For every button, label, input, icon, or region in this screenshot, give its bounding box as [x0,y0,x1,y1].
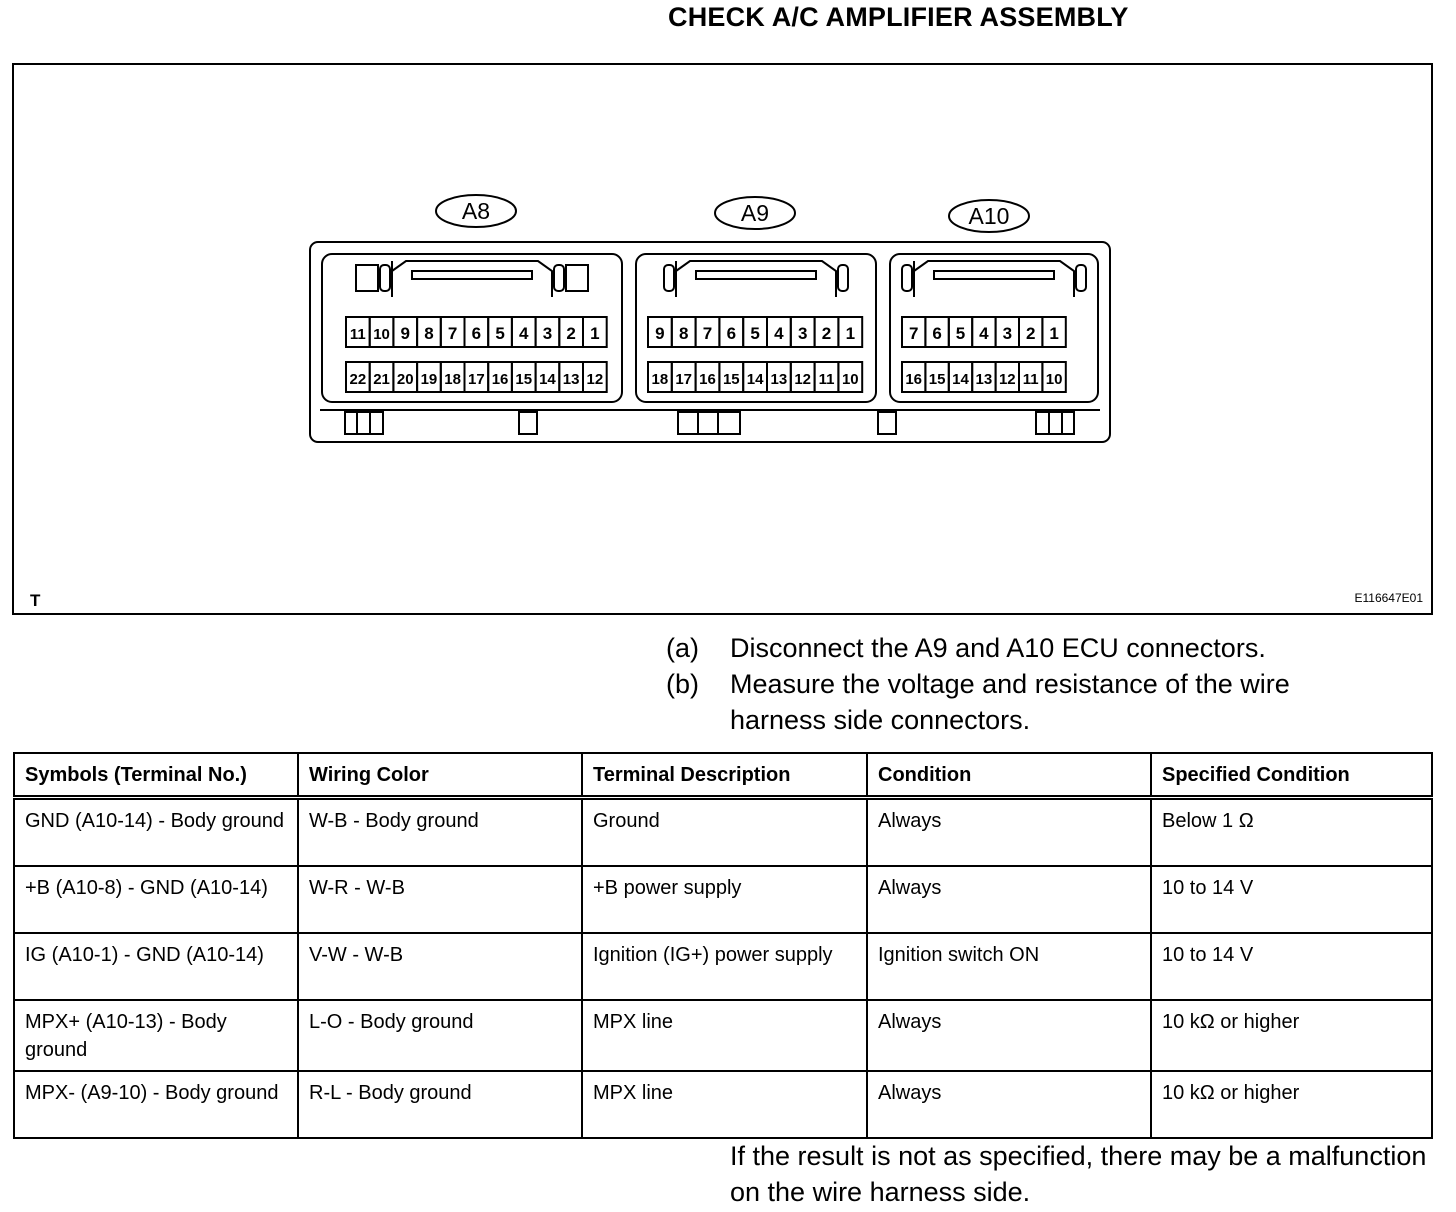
step-b [666,666,1390,738]
terminal-number: 14 [539,371,556,388]
header-symbols: Symbols (Terminal No.) [14,753,298,798]
cell-condition: Always [867,866,1151,933]
connector-label: A9 [740,200,770,226]
table-row [14,1000,1432,1071]
result-note: If the result is not as specified, there may be a malfunction on the wire harness side. [730,1141,1427,1207]
page-title: CHECK A/C AMPLIFIER ASSEMBLY [668,2,1129,32]
terminal-number: 5 [495,324,505,343]
cell-wiring-color: V-W - W-B [298,933,582,1000]
terminal-number: 7 [702,324,713,343]
connector-a8 [322,195,622,402]
cell-specified-condition: 10 kΩ or higher [1151,1000,1432,1071]
connector-latch [914,261,1074,297]
terminal-number: 7 [908,324,919,343]
terminal-number: 3 [797,324,808,343]
cell-symbols: +B (A10-8) - GND (A10-14) [14,866,298,933]
terminal-number: 6 [471,324,482,343]
cell-terminal-description: Ignition (IG+) power supply [582,933,867,1000]
procedure-steps [666,630,1390,738]
terminal-number: 16 [699,371,716,388]
terminal-number: 11 [1022,371,1039,388]
terminal-number: 8 [424,324,434,343]
terminal-number: 14 [952,371,969,388]
terminal-number: 3 [542,324,553,343]
terminal-number: 10 [841,371,859,388]
cell-wiring-color: R-L - Body ground [298,1071,582,1138]
connector-a9 [636,197,876,402]
terminal-number: 16 [491,371,509,388]
cell-condition: Always [867,798,1151,867]
terminal-number: 6 [932,324,942,343]
terminal-number: 5 [750,324,760,343]
step-label: (b) [666,669,699,699]
terminal-number: 1 [590,324,600,343]
cell-wiring-color: W-R - W-B [298,866,582,933]
terminal-number: 10 [373,326,390,343]
terminal-number: 8 [678,324,689,343]
terminal-number: 1 [1049,324,1059,343]
terminal-number: 18 [651,371,669,388]
cell-condition: Always [867,1071,1151,1138]
terminal-number: 15 [928,371,946,388]
latch-slot [1076,265,1086,291]
connector-label: A10 [968,203,1010,229]
table-row [14,1071,1432,1138]
terminal-number: 2 [566,324,576,343]
connector-figure [12,63,1433,615]
table-row [14,866,1432,933]
terminal-number: 16 [905,371,923,388]
connector-label: A8 [461,198,491,224]
terminal-number: 12 [998,371,1016,388]
terminal-number: 10 [1045,371,1063,388]
terminal-number: 19 [420,371,438,388]
terminal-number: 3 [1002,324,1013,343]
terminal-number: 11 [818,371,835,388]
cell-specified-condition: 10 to 14 V [1151,866,1432,933]
header-wiring-color: Wiring Color [298,753,582,798]
terminal-number: 17 [468,371,485,388]
connector-a10 [890,200,1098,402]
cell-terminal-description: MPX line [582,1071,867,1138]
header-specified-condition: Specified Condition [1151,753,1432,798]
key-slot [356,265,378,291]
terminal-number: 4 [979,324,989,343]
terminal-number: 15 [515,371,533,388]
step-text: Measure the voltage and resistance of the wire harness side connectors. [730,669,1290,735]
terminal-number: 18 [444,371,461,388]
terminal-number: 13 [975,371,993,388]
cell-specified-condition: 10 to 14 V [1151,933,1432,1000]
latch-slot [380,265,390,291]
terminal-number: 14 [746,371,764,388]
cell-condition: Always [867,1000,1151,1071]
step-text: Disconnect the A9 and A10 ECU connectors. [730,633,1266,663]
latch-slot [902,265,912,291]
terminal-number: 4 [519,324,529,343]
connector-latch [392,261,552,297]
terminal-number: 22 [349,371,367,388]
table-row [14,933,1432,1000]
figure-corner-label: T [30,591,41,610]
table-header-row [14,753,1432,798]
cell-symbols: IG (A10-1) - GND (A10-14) [14,933,298,1000]
terminal-number: 2 [821,324,832,343]
terminal-number: 13 [770,371,788,388]
cell-wiring-color: L-O - Body ground [298,1000,582,1071]
terminal-number: 21 [373,371,390,388]
terminal-number: 9 [655,324,665,343]
ecu-connector-diagram [14,65,1431,613]
terminal-number: 5 [955,324,966,343]
cell-symbols: GND (A10-14) - Body ground [14,798,298,867]
header-terminal-description: Terminal Description [582,753,867,798]
cell-symbols: MPX- (A9-10) - Body ground [14,1071,298,1138]
cell-condition: Ignition switch ON [867,933,1151,1000]
connector-latch [676,261,836,297]
terminal-number: 12 [794,371,812,388]
figure-code: E116647E01 [1354,591,1423,605]
inspection-table [13,752,1433,1139]
terminal-number: 9 [400,324,410,343]
terminal-number: 2 [1025,324,1036,343]
key-slot [566,265,588,291]
latch-slot [554,265,564,291]
cell-wiring-color: W-B - Body ground [298,798,582,867]
terminal-number: 6 [726,324,737,343]
header-condition: Condition [867,753,1151,798]
step-label: (a) [666,633,699,663]
cell-specified-condition: Below 1 Ω [1151,798,1432,867]
cell-symbols: MPX+ (A10-13) - Body ground [14,1000,298,1071]
terminal-number: 13 [562,371,580,388]
terminal-number: 12 [586,371,604,388]
cell-specified-condition: 10 kΩ or higher [1151,1071,1432,1138]
terminal-number: 15 [722,371,740,388]
table-row [14,798,1432,867]
cell-terminal-description: +B power supply [582,866,867,933]
cell-terminal-description: Ground [582,798,867,867]
cell-terminal-description: MPX line [582,1000,867,1071]
latch-slot [838,265,848,291]
latch-slot [664,265,674,291]
terminal-number: 20 [396,371,414,388]
terminal-number: 1 [845,324,856,343]
step-a [666,630,1390,666]
terminal-number: 17 [675,371,693,388]
terminal-number: 4 [774,324,784,343]
terminal-number: 11 [349,326,366,343]
terminal-number: 7 [447,324,458,343]
housing-tabs [345,412,1074,434]
